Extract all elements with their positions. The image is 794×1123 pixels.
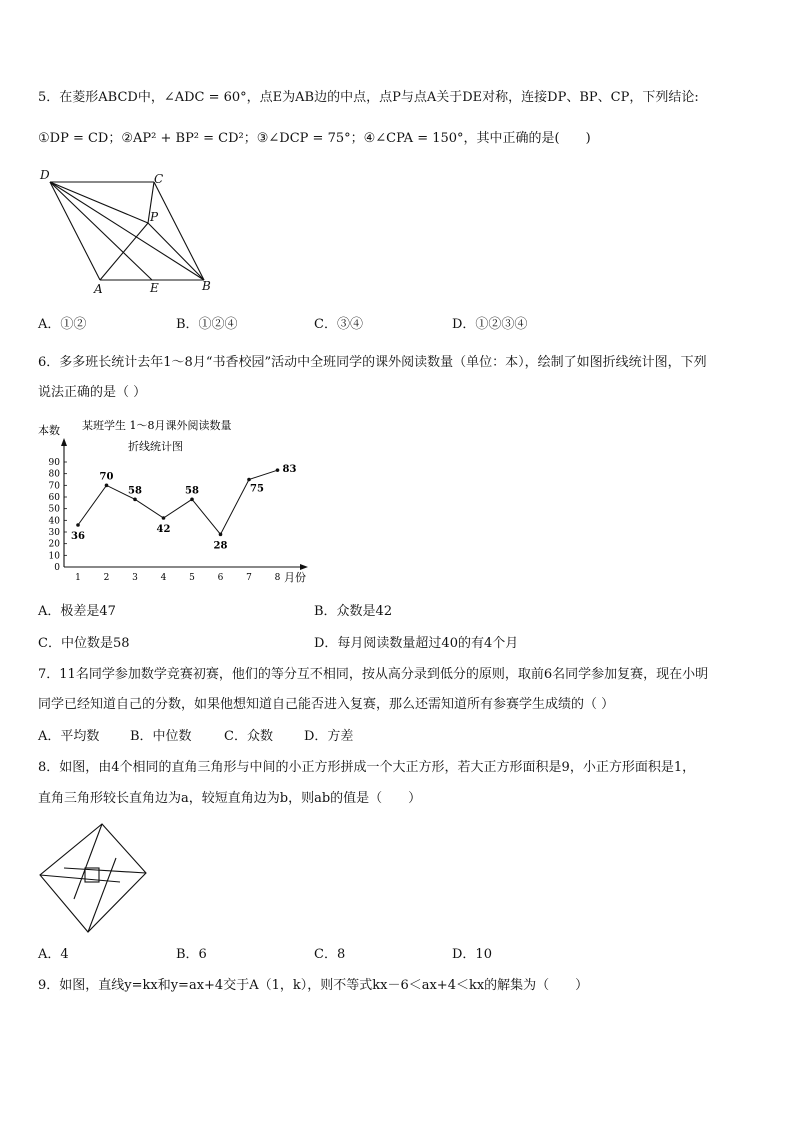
segment-dp xyxy=(50,182,148,223)
label-p: P xyxy=(150,210,159,224)
q6-stem-line1: 6．多多班长统计去年1～8月“书香校园”活动中全班同学的课外阅读数量（单位：本），绘制了如图折线统计图，下列 xyxy=(38,355,707,370)
segment-bp xyxy=(148,223,204,280)
x-tick-label: 8 xyxy=(274,573,281,583)
chart-subtitle: 折线统计图 xyxy=(128,440,183,453)
q6-option-b: B．众数是42 xyxy=(314,604,393,619)
x-tick-label: 3 xyxy=(132,573,138,583)
x-tick-label: 6 xyxy=(217,573,224,583)
q6-stem-line2: 说法正确的是（ ） xyxy=(38,385,147,400)
triangle-edge-3 xyxy=(88,858,116,932)
label-a: A xyxy=(94,282,103,295)
data-label: 58 xyxy=(185,485,199,497)
data-point xyxy=(247,478,251,482)
q7-option-a: A．平均数 xyxy=(38,729,100,744)
data-label: 75 xyxy=(250,483,264,495)
segment-ap xyxy=(100,223,148,280)
label-c: C xyxy=(154,172,164,186)
reading-line-chart xyxy=(36,412,316,587)
q8-option-d: D．10 xyxy=(452,947,492,962)
y-tick-label: 30 xyxy=(48,528,60,538)
x-tick-label: 4 xyxy=(160,573,167,583)
y-tick-label: 0 xyxy=(54,563,60,573)
q5-option-b: B．①②④ xyxy=(176,317,238,332)
label-e: E xyxy=(150,281,159,295)
data-point xyxy=(76,523,80,527)
q8-stem-line2: 直角三角形较长直角边为a，较短直角边为b，则ab的值是（ ） xyxy=(38,791,422,806)
y-tick-label: 90 xyxy=(48,458,60,468)
data-label: 83 xyxy=(282,464,297,476)
data-point xyxy=(190,498,194,502)
rhombus-figure xyxy=(36,165,226,295)
q7-stem-line1: 7．11名同学参加数学竞赛初赛，他们的等分互不相同，按从高分录到低分的原则，取前6名同学参加复赛，现在小明 xyxy=(38,667,709,682)
q5-option-a: A．①② xyxy=(38,317,87,332)
chart-title: 某班学生 1～8月课外阅读数量 xyxy=(82,419,232,432)
x-tick-label: 5 xyxy=(189,573,195,583)
data-point xyxy=(105,484,109,488)
triangle-edge-2 xyxy=(64,868,146,873)
data-label: 70 xyxy=(99,471,114,483)
pinwheel-square-figure xyxy=(36,820,151,935)
y-tick-label: 80 xyxy=(48,469,60,480)
q8-option-a: A．4 xyxy=(38,947,69,962)
y-tick-label: 50 xyxy=(48,504,60,515)
label-d: D xyxy=(40,168,50,182)
segment-cb xyxy=(154,182,204,280)
segment-ad xyxy=(50,182,100,280)
y-tick-label: 10 xyxy=(48,551,60,562)
y-axis-arrow xyxy=(61,438,67,446)
q6-option-c: C．中位数是58 xyxy=(38,636,130,651)
q5-option-c: C．③④ xyxy=(314,317,363,332)
q7-option-c: C．众数 xyxy=(224,729,273,744)
x-tick-label: 2 xyxy=(103,573,110,583)
q7-option-d: D．方差 xyxy=(304,729,354,744)
large-square xyxy=(40,824,146,932)
q8-option-b: B．6 xyxy=(176,947,207,962)
q6-option-d: D．每月阅读数量超过40的有4个月 xyxy=(314,636,519,651)
q7-option-b: B．中位数 xyxy=(130,729,192,744)
q9-stem-line1: 9．如图，直线y=kx和y=ax+4交于A（1，k），则不等式kx－6＜ax+4＜kx的解集为（ ） xyxy=(38,978,589,993)
q5-stem-line2: ①DP = CD；②AP² + BP² = CD²；③∠DCP = 75°；④∠CPA = 150°，其中正确的是( ) xyxy=(38,131,591,146)
data-label: 58 xyxy=(128,485,142,497)
data-point xyxy=(162,516,166,520)
q6-option-a: A．极差是47 xyxy=(38,604,116,619)
data-label: 36 xyxy=(71,531,85,542)
q5-stem-line1: 5．在菱形ABCD中，∠ADC = 60°，点E为AB边的中点，点P与点A关于DE对称，连接DP、BP、CP，下列结论: xyxy=(38,90,699,105)
x-tick-label: 1 xyxy=(75,573,81,583)
x-tick-label: 7 xyxy=(246,573,252,583)
y-tick-label: 70 xyxy=(48,481,60,492)
y-tick-label: 60 xyxy=(48,493,60,503)
y-tick-label: 40 xyxy=(48,516,60,527)
data-point xyxy=(276,468,280,472)
label-b: B xyxy=(202,279,211,293)
q8-stem-line1: 8．如图，由4个相同的直角三角形与中间的小正方形拼成一个大正方形，若大正方形面积是9，小正方形面积是1， xyxy=(38,760,696,775)
segment-db xyxy=(50,182,204,280)
segment-de xyxy=(50,182,152,280)
data-label: 28 xyxy=(213,540,228,552)
q5-option-d: D．①②③④ xyxy=(452,317,528,332)
q7-stem-line2: 同学已经知道自己的分数，如果他想知道自己能否进入复赛，那么还需知道所有参赛学生成绩的（ ） xyxy=(38,697,615,712)
x-axis-arrow xyxy=(300,564,308,570)
data-label: 42 xyxy=(156,524,171,535)
data-point xyxy=(133,498,137,502)
q8-option-c: C．8 xyxy=(314,947,346,962)
chart-xlabel: 月份 xyxy=(284,571,306,584)
data-point xyxy=(219,533,223,537)
chart-ylabel: 本数 xyxy=(38,424,60,437)
y-tick-label: 20 xyxy=(48,539,60,550)
